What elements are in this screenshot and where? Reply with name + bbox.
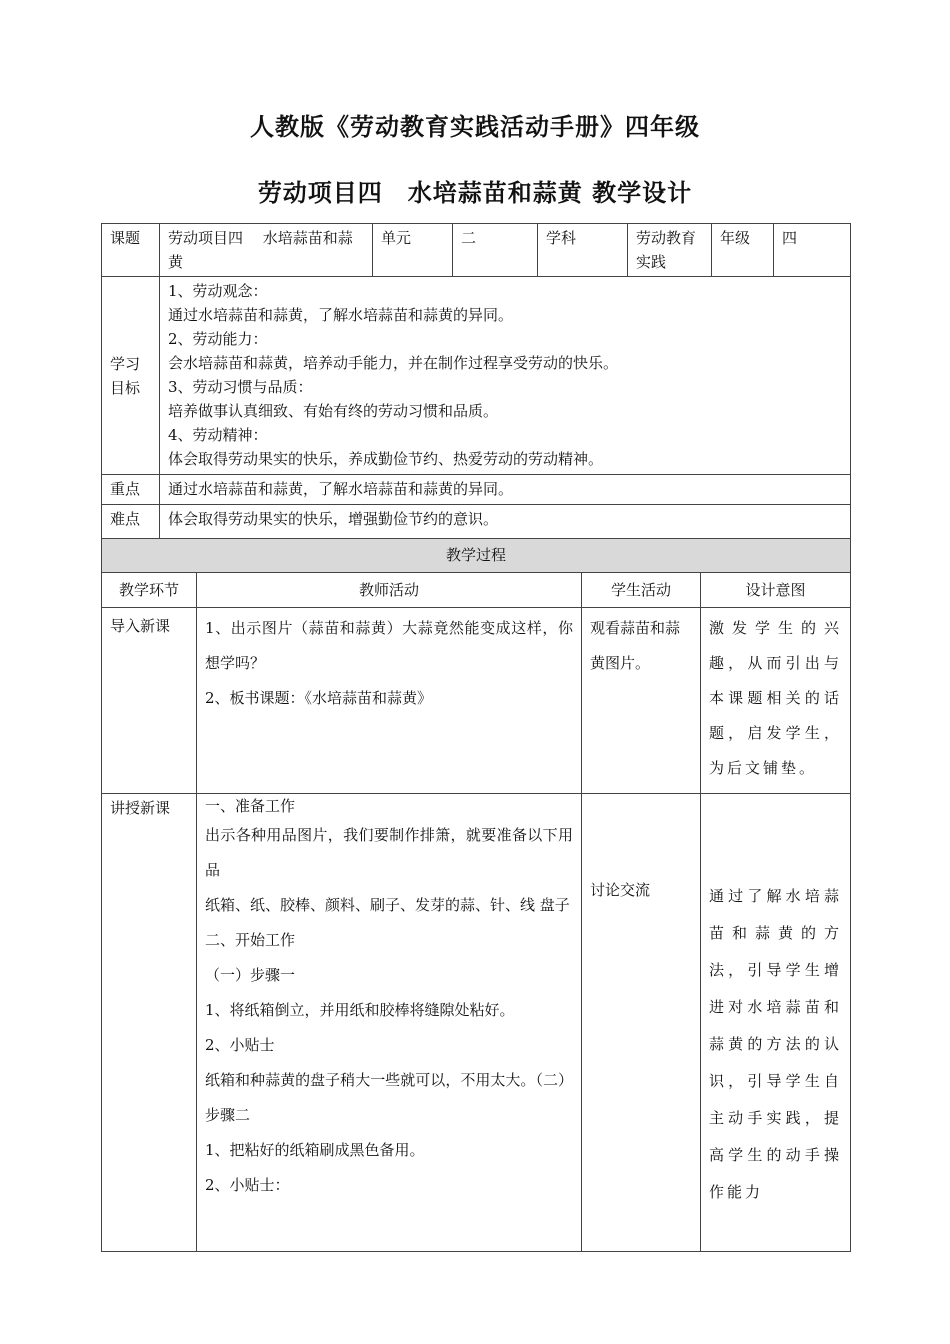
topic-label: 课题 xyxy=(102,224,160,277)
grade-value: 四 xyxy=(774,224,851,277)
goal-line: 4、劳动精神： xyxy=(168,426,268,444)
difficulty-label: 难点 xyxy=(102,505,160,539)
teacher-line: 1、将纸箱倒立，并用纸和胶棒将缝隙处粘好。 xyxy=(205,1001,515,1019)
student-cell: 观看蒜苗和蒜黄图片。 xyxy=(582,608,701,794)
document-title: 人教版《劳动教育实践活动手册》四年级 xyxy=(250,113,700,141)
goal-line: 体会取得劳动果实的快乐，养成勤俭节约、热爱劳动的劳动精神。 xyxy=(168,450,604,468)
subject-value: 劳动教育实践 xyxy=(628,224,712,277)
teacher-cell xyxy=(197,608,582,794)
student-cell: 讨论交流 xyxy=(582,794,701,1252)
teacher-line: 纸箱、纸、胶棒、颜料、刷子、发芽的蒜、针、线 盘子 xyxy=(205,896,570,914)
intent-cell: 通过了解水培蒜苗和蒜黄的方法，引导学生增进对水培蒜苗和蒜黄的方法的认识，引导学生自主动手实践，提高学生的动手操作能力 xyxy=(701,794,851,1252)
goal-line: 通过水培蒜苗和蒜黄，了解水培蒜苗和蒜黄的异同。 xyxy=(168,306,514,324)
intent-cell: 激发学生的兴趣，从而引出与本课题相关的话题，启发学生，为后文铺垫。 xyxy=(701,608,851,794)
subject-label: 学科 xyxy=(538,224,628,277)
goals-content xyxy=(160,277,851,475)
teacher-line: 1、把粘好的纸箱刷成黑色备用。 xyxy=(205,1141,425,1159)
key-point-value: 通过水培蒜苗和蒜黄，了解水培蒜苗和蒜黄的异同。 xyxy=(160,475,851,505)
stage-cell: 讲授新课 xyxy=(102,794,197,1252)
goal-line: 3、劳动习惯与品质： xyxy=(168,378,313,396)
teacher-line: 2、小贴士： xyxy=(205,1176,290,1194)
table-row xyxy=(102,608,851,794)
topic-value: 劳动项目四 水培蒜苗和蒜黄 xyxy=(160,224,373,277)
goal-line: 2、劳动能力： xyxy=(168,330,268,348)
goal-line: 1、劳动观念： xyxy=(168,282,268,300)
document-subtitle: 劳动项目四 水培蒜苗和蒜黄 教学设计 xyxy=(257,179,693,207)
teacher-line: 二、开始工作 xyxy=(205,931,296,949)
goal-line: 培养做事认真细致、有始有终的劳动习惯和品质。 xyxy=(168,402,499,420)
teacher-line: 2、板书课题：《水培蒜苗和蒜黄》 xyxy=(205,689,433,707)
process-heading: 教学过程 xyxy=(102,539,851,573)
teacher-line: （一）步骤一 xyxy=(205,966,296,984)
unit-label: 单元 xyxy=(373,224,453,277)
goals-label: 学习目标 xyxy=(102,277,160,475)
lesson-info-table xyxy=(101,223,851,539)
teacher-line: 纸箱和种蒜黄的盘子稍大一些就可以，不用太大。（二）步骤二 xyxy=(205,1071,573,1124)
teaching-process-table xyxy=(101,538,851,1252)
teacher-line: 一、准备工作 xyxy=(205,797,296,815)
grade-label: 年级 xyxy=(712,224,774,277)
key-point-label: 重点 xyxy=(102,475,160,505)
header-intent: 设计意图 xyxy=(701,573,851,608)
unit-value: 二 xyxy=(453,224,538,277)
teacher-line: 1、出示图片（蒜苗和蒜黄）大蒜竟然能变成这样，你想学吗？ xyxy=(205,619,573,672)
header-stage: 教学环节 xyxy=(102,573,197,608)
goal-line: 会水培蒜苗和蒜黄，培养动手能力，并在制作过程享受劳动的快乐。 xyxy=(168,354,619,372)
table-row xyxy=(102,794,851,1252)
teacher-line: 出示各种用品图片，我们要制作排箫，就要准备以下用品 xyxy=(205,826,573,879)
teacher-cell xyxy=(197,794,582,1252)
teacher-line: 2、小贴士 xyxy=(205,1036,275,1054)
header-student: 学生活动 xyxy=(582,573,701,608)
stage-cell: 导入新课 xyxy=(102,608,197,794)
header-teacher: 教师活动 xyxy=(197,573,582,608)
difficulty-value: 体会取得劳动果实的快乐，增强勤俭节约的意识。 xyxy=(160,505,851,539)
